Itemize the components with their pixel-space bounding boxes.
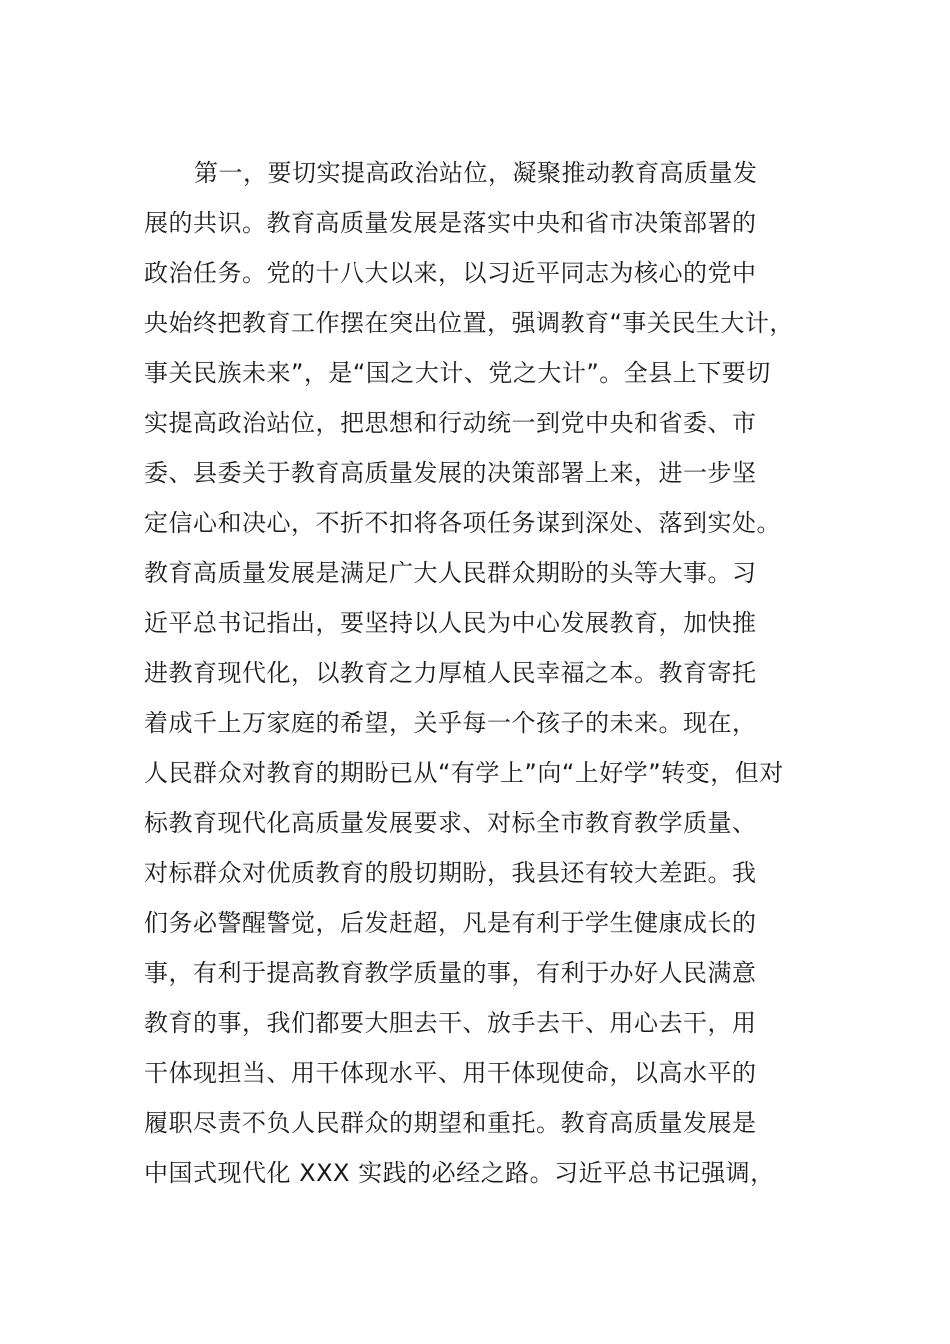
text-line: 中国式现代化 XXX 实践的必经之路。习近平总书记强调， [144,1159,775,1187]
text-line: 实提高政治站位，把思想和行动统一到党中央和省委、市 [144,409,757,437]
text-line: 干体现担当、用干体现水平、用干体现使命，以高水平的 [144,1059,757,1087]
text-line: 履职尽责不负人民群众的期望和重托。教育高质量发展是 [144,1109,757,1137]
text-line: 事关民族未来”，是“国之大计、党之大计”。全县上下要切 [144,359,771,387]
text-line: 委、县委关于教育高质量发展的决策部署上来，进一步坚 [144,459,757,487]
text-line: 第一，要切实提高政治站位，凝聚推动教育高质量发 [194,159,758,187]
text-line: 标教育现代化高质量发展要求、对标全市教育教学质量、 [144,809,757,837]
text-line: 教育的事，我们都要大胆去干、放手去干、用心去干，用 [144,1009,757,1037]
text-line: 政治任务。党的十八大以来，以习近平同志为核心的党中 [144,259,757,287]
text-line: 定信心和决心，不折不扣将各项任务谋到深处、落到实处。 [144,509,781,537]
text-line: 们务必警醒警觉，后发赶超，凡是有利于学生健康成长的 [144,909,757,937]
text-line: 对标群众对优质教育的殷切期盼，我县还有较大差距。我 [144,859,757,887]
text-line: 央始终把教育工作摆在突出位置，强调教育“事关民生大计， [144,309,794,337]
text-line: 近平总书记指出，要坚持以人民为中心发展教育，加快推 [144,609,757,637]
text-line: 人民群众对教育的期盼已从“有学上”向“上好学”转变，但对 [144,759,784,787]
body-paragraph [144,148,824,1198]
text-line: 事，有利于提高教育教学质量的事，有利于办好人民满意 [144,959,757,987]
text-line: 展的共识。教育高质量发展是落实中央和省市决策部署的 [144,209,757,237]
text-line: 进教育现代化，以教育之力厚植人民幸福之本。教育寄托 [144,659,757,687]
text-line: 教育高质量发展是满足广大人民群众期盼的头等大事。习 [144,559,757,587]
text-line: 着成千上万家庭的希望，关乎每一个孩子的未来。现在， [144,709,757,737]
